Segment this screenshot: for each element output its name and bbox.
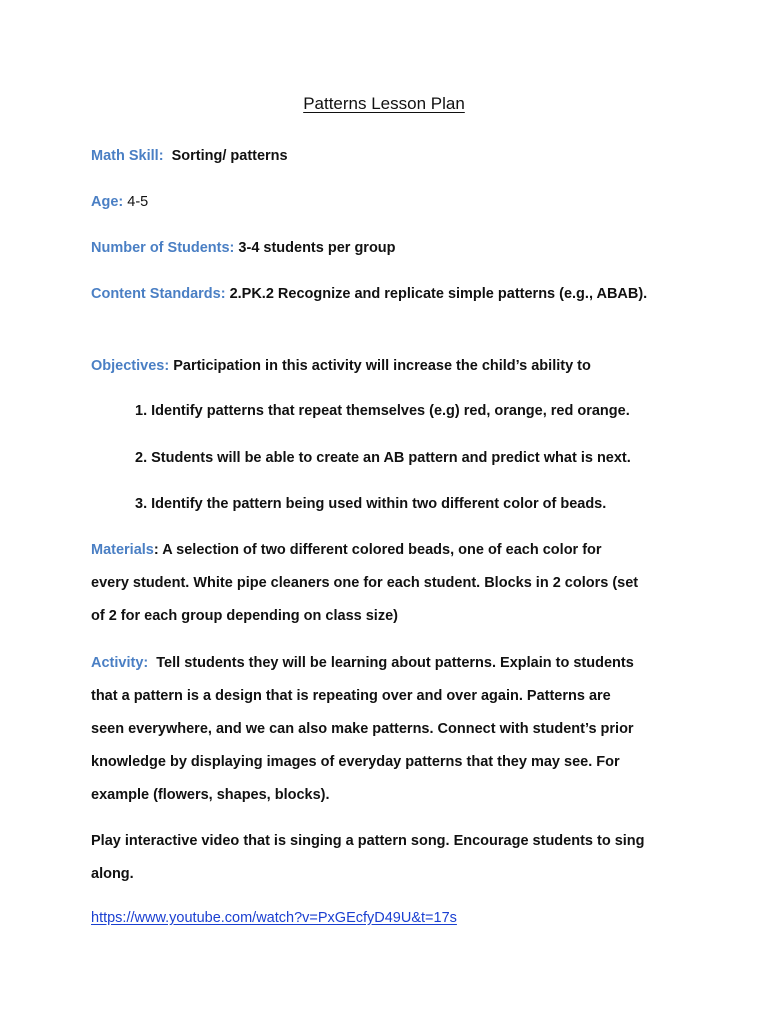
page-title: Patterns Lesson Plan: [303, 94, 465, 113]
materials-line2: every student. White pipe cleaners one for each student. Blocks in 2 colors (set: [91, 575, 639, 591]
math-skill-separator: :: [158, 148, 164, 164]
activity-line2: that a pattern is a design that is repeating over and over again. Patterns are: [91, 688, 611, 704]
num-students-label: Number of Students:: [91, 240, 235, 256]
objectives-label: Objectives:: [91, 358, 170, 374]
activity-row: [91, 655, 634, 671]
objective-item: 2. Students will be able to create an AB pattern and predict what is next.: [135, 450, 631, 466]
math-skill-label: Math Skill: [91, 148, 159, 164]
video-line2: along.: [91, 866, 134, 882]
materials-line1: : A selection of two different colored beads, one of each color for: [153, 542, 602, 558]
age-value: 4-5: [127, 194, 149, 210]
math-skill-value: Sorting/ patterns: [171, 148, 288, 164]
activity-line1: Tell students they will be learning about patterns. Explain to students: [156, 655, 634, 671]
materials-label: Materials: [91, 542, 154, 558]
objectives-row: [91, 358, 591, 374]
content-standards-label: Content Standards:: [91, 286, 226, 302]
materials-row: [91, 542, 602, 558]
num-students-value: 3-4 students per group: [238, 240, 396, 256]
objective-item: 1. Identify patterns that repeat themselves (e.g) red, orange, red orange.: [135, 403, 630, 419]
age-label: Age:: [91, 194, 124, 210]
activity-label: Activity:: [91, 655, 149, 671]
math-skill-row: [91, 148, 288, 164]
content-standards-value: 2.PK.2 Recognize and replicate simple patterns (e.g., ABAB).: [229, 286, 648, 302]
num-students-row: [91, 240, 396, 256]
content-standards-row: [91, 286, 647, 302]
age-row: [91, 194, 148, 210]
activity-line4: knowledge by displaying images of everyday patterns that they may see. For: [91, 754, 620, 770]
objective-item: 3. Identify the pattern being used within two different color of beads.: [135, 496, 607, 512]
youtube-link[interactable]: https://www.youtube.com/watch?v=PxGEcfyD49U&t=17s: [91, 910, 457, 926]
activity-line3: seen everywhere, and we can also make patterns. Connect with student’s prior: [91, 721, 634, 737]
activity-line5: example (flowers, shapes, blocks).: [91, 787, 330, 803]
materials-line3: of 2 for each group depending on class size): [91, 608, 398, 624]
objectives-intro: Participation in this activity will increase the child’s ability to: [173, 358, 591, 374]
video-line1: Play interactive video that is singing a pattern song. Encourage students to sing: [91, 833, 645, 849]
